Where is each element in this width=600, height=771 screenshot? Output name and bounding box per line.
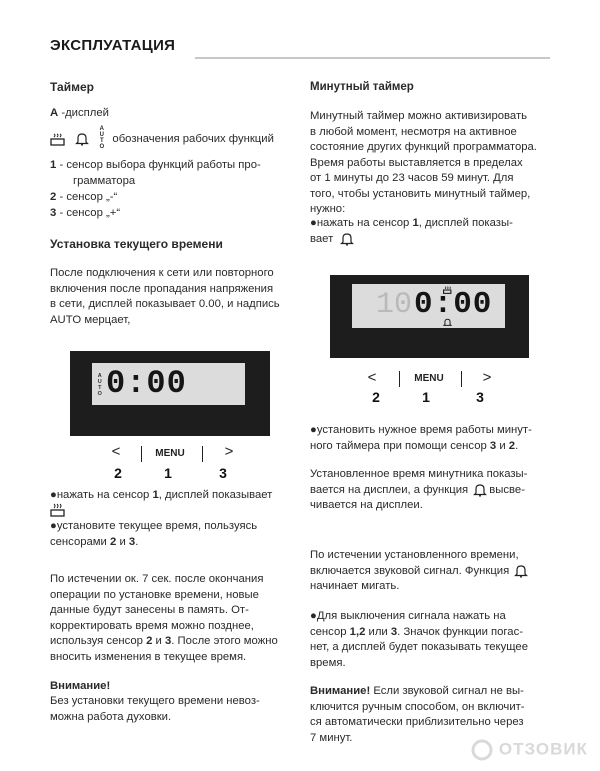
ghost-digits: 10 [376, 288, 413, 322]
clock-display-screen [92, 363, 245, 405]
control-separator [202, 446, 203, 462]
sensor-number-2: 2 [372, 389, 380, 405]
attention-heading: Внимание! [50, 680, 111, 692]
legend-item-3: 3 - сенсор „+“ [50, 207, 121, 219]
plus-sensor[interactable]: > [224, 443, 234, 460]
sensor-number-2: 2 [114, 465, 122, 481]
step-set-minute-timer: ●установить нужное время работы минут- ного таймера при помощи сенсор 3 и 2. [310, 424, 532, 452]
sensor-number-1: 1 [422, 389, 430, 405]
step-press-sensor-1-right: ●нажать на сенсор 1, дисплей показы- вает [310, 217, 513, 245]
clock-digits: 0:00 [106, 365, 187, 402]
bell-icon [75, 132, 89, 146]
attention-right: Внимание! Если звуковой сигнал не вы- ключится ручным способом, он включит- ся автоматически приблизительно через 7 минут. [310, 685, 525, 744]
bell-icon [443, 318, 452, 327]
menu-sensor[interactable]: MENU [155, 448, 185, 459]
legend-item-1-cont: грамматора [73, 175, 136, 187]
step-press-sensor-1: ●нажать на сенсор 1, дисплей показывает [50, 489, 273, 501]
bell-icon [514, 564, 528, 578]
legend-a-text: -дисплей [61, 107, 109, 119]
auto-label: AUTO [98, 126, 105, 150]
legend-item-1: 1 - сенсор выбора функций работы про- [50, 159, 261, 171]
control-separator [399, 371, 400, 387]
timer-shown-paragraph: Установленное время минутника показы- вается на дисплеи, а функция высве- чивается на дисплеи. [310, 468, 528, 511]
minus-sensor[interactable]: < [111, 443, 121, 460]
auto-indicator: AUTO [96, 373, 103, 397]
signal-paragraph: По истечении установленного времени, включается звуковой сигнал. Функция начинает мигать. [310, 548, 555, 595]
minute-timer-paragraph: Минутный таймер можно активизировать в любой момент, несмотря на активное состояние других функций программатора. Время работы выставляется в пределах от 1 минуты до 23 часов 59 минут. Для того, чтобы установить минутный таймер, нужно: [310, 110, 537, 215]
watermark-logo-icon [471, 739, 493, 761]
bell-icon [473, 483, 487, 497]
clock-display-panel [70, 351, 270, 436]
timer-digits: 0:00 [414, 287, 493, 322]
header-rule [195, 57, 550, 59]
sensor-number-1: 1 [164, 465, 172, 481]
control-separator [461, 371, 462, 387]
oven-bake-icon [443, 286, 452, 294]
step-set-time: ●установите текущее время, пользуясь сенсорами 2 и 3. [50, 520, 258, 548]
page-title: ЭКСПЛУАТАЦИЯ [50, 37, 176, 54]
set-time-heading: Установка текущего времени [50, 237, 223, 251]
watermark: ОТЗОВИК [471, 739, 588, 761]
control-separator [141, 446, 142, 462]
legend-icons [50, 126, 274, 148]
legend-a-key: A [50, 107, 59, 119]
set-time-paragraph: После подключения к сети или повторного включения после пропадания напряжения в сети, дисплей показывает 0.00, и надпись AUTO мерцает, [50, 267, 280, 326]
bell-icon [340, 232, 354, 246]
legend-icons-text: обозначения рабочих функций [112, 132, 274, 145]
timer-display-panel [330, 275, 529, 358]
oven-bake-icon [50, 132, 66, 146]
timer-heading: Таймер [50, 80, 94, 94]
save-time-paragraph: По истечении ок. 7 сек. после окончания операции по установке времени, новые данные будут занесены в память. От- корректировать время можно позднее, используя сенсор 2 и 3. После этого можно вносить изменения в текущее время. [50, 573, 278, 663]
sensor-number-3: 3 [219, 465, 227, 481]
minute-timer-heading: Минутный таймер [310, 81, 414, 93]
menu-sensor[interactable]: MENU [414, 373, 444, 384]
plus-sensor[interactable]: > [482, 369, 492, 386]
legend-item-2: 2 - сенсор „-“ [50, 191, 118, 203]
timer-display-screen [352, 284, 505, 328]
minus-sensor[interactable]: < [367, 369, 377, 386]
attention-right-heading: Внимание! [310, 685, 371, 697]
legend-display [50, 106, 109, 122]
step-turn-off-signal: ●Для выключения сигнала нажать на сенсор 1,2 или 3. Значок функции погас- нет, а дисплей будет показывать текущее время. [310, 610, 528, 669]
sensor-number-3: 3 [476, 389, 484, 405]
attention-text: Без установки текущего времени невоз- можна работа духовки. [50, 695, 260, 723]
